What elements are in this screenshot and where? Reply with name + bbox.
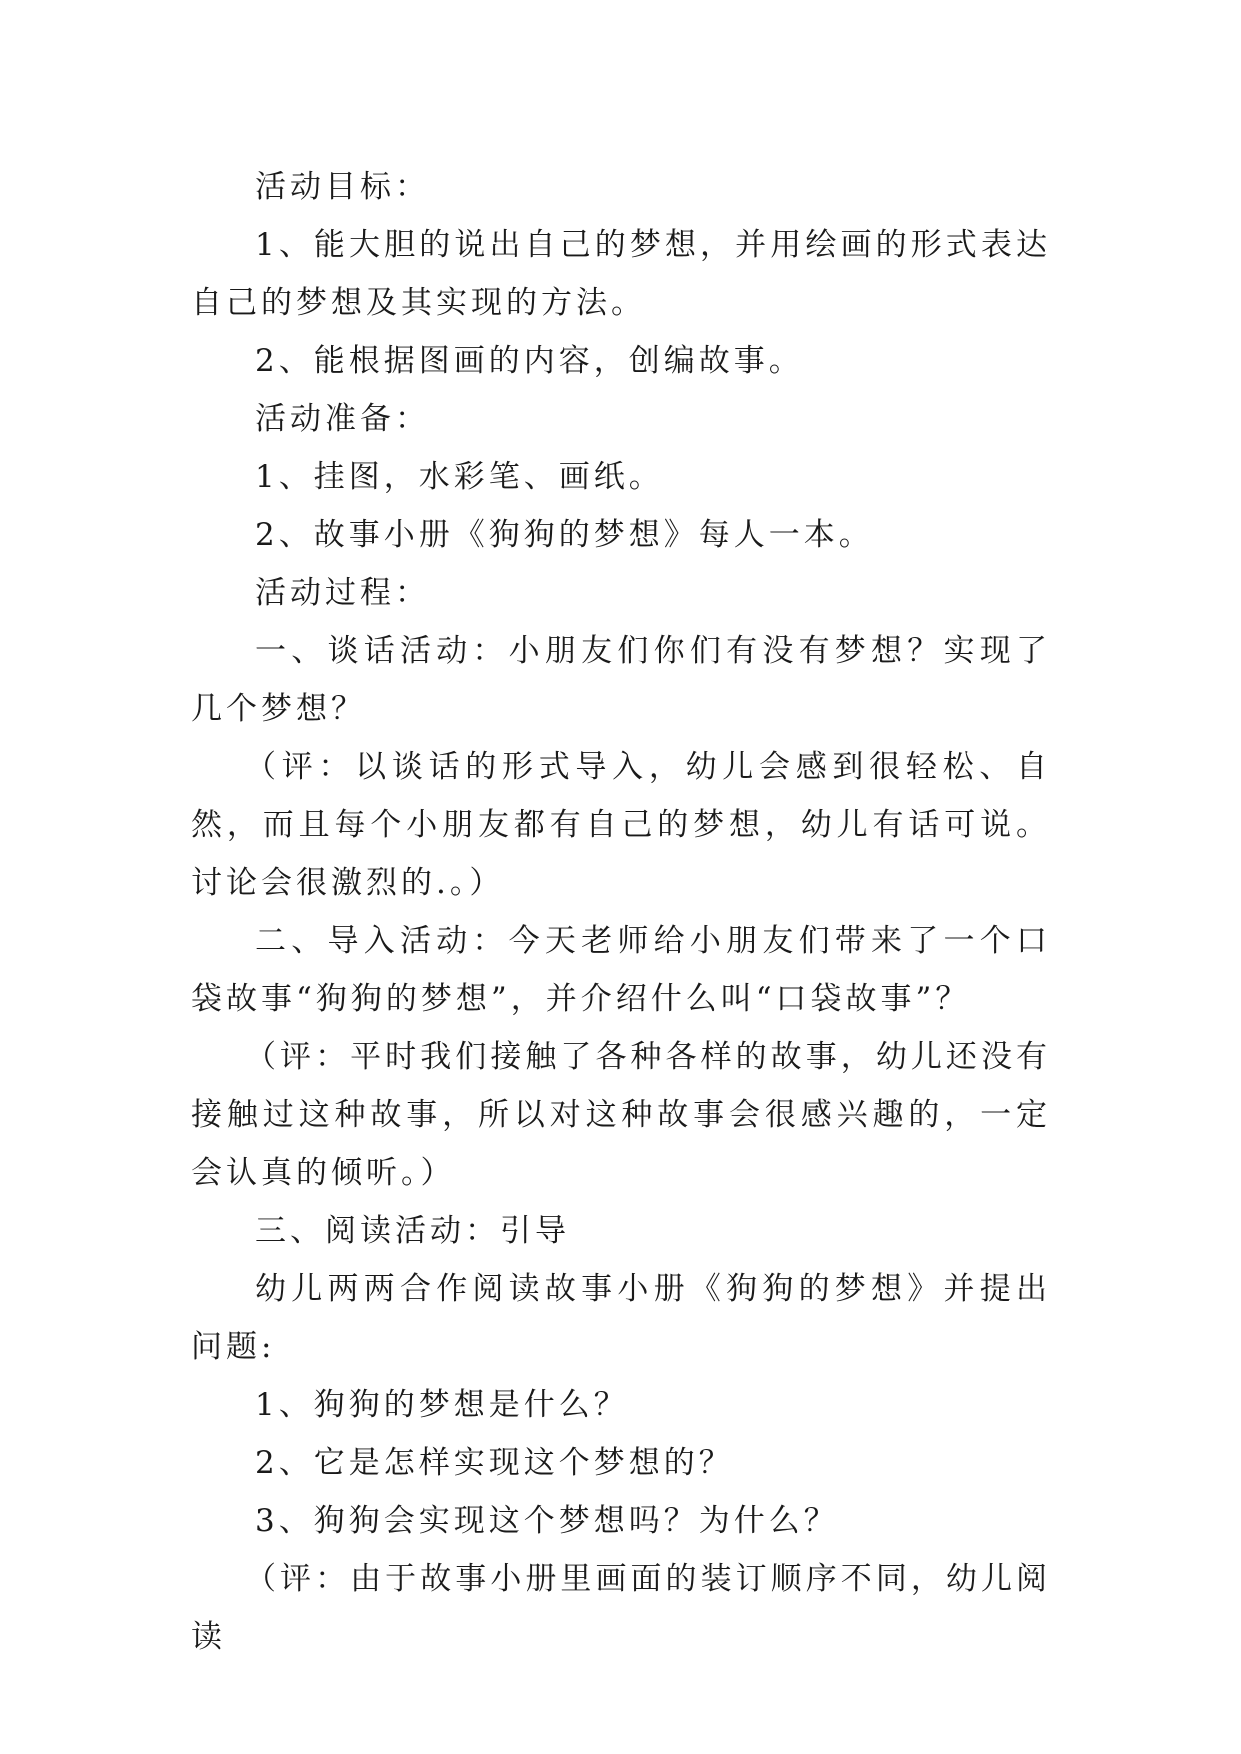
process-comment-2: （评：平时我们接触了各种各样的故事，幼儿还没有接触过这种故事，所以对这种故事会很感兴趣的，一定会认真的倾听。） xyxy=(191,1039,1051,1191)
process-comment-1: （评：以谈话的形式导入，幼儿会感到很轻松、自然，而且每个小朋友都有自己的梦想，幼儿有话可说。讨论会很激烈的.。） xyxy=(191,749,1051,901)
process-step-3: 三、阅读活动：引导 xyxy=(255,1213,570,1249)
heading-activity-preparation: 活动准备： xyxy=(255,401,430,437)
question-1: 1、狗狗的梦想是什么？ xyxy=(255,1387,629,1423)
heading-activity-goals: 活动目标： xyxy=(255,169,430,205)
process-step-2: 二、导入活动：今天老师给小朋友们带来了一个口袋故事“狗狗的梦想”，并介绍什么叫“口袋故事”？ xyxy=(191,923,1051,1017)
goal-item-1: 1、能大胆的说出自己的梦想，并用绘画的形式表达自己的梦想及其实现的方法。 xyxy=(191,227,1051,321)
process-comment-3: （评：由于故事小册里画面的装订顺序不同，幼儿阅读 xyxy=(191,1561,1051,1655)
heading-activity-process: 活动过程： xyxy=(255,575,430,611)
process-step-3-detail: 幼儿两两合作阅读故事小册《狗狗的梦想》并提出问题: xyxy=(191,1271,1051,1365)
document-body xyxy=(191,158,1051,1666)
goal-item-2: 2、能根据图画的内容，创编故事。 xyxy=(255,343,804,379)
process-step-1: 一、谈话活动：小朋友们你们有没有梦想？实现了几个梦想？ xyxy=(191,633,1051,727)
question-3: 3、狗狗会实现这个梦想吗？为什么？ xyxy=(255,1503,839,1539)
preparation-item-2: 2、故事小册《狗狗的梦想》每人一本。 xyxy=(255,517,874,553)
preparation-item-1: 1、挂图，水彩笔、画纸。 xyxy=(255,459,664,495)
question-2: 2、它是怎样实现这个梦想的？ xyxy=(255,1445,734,1481)
